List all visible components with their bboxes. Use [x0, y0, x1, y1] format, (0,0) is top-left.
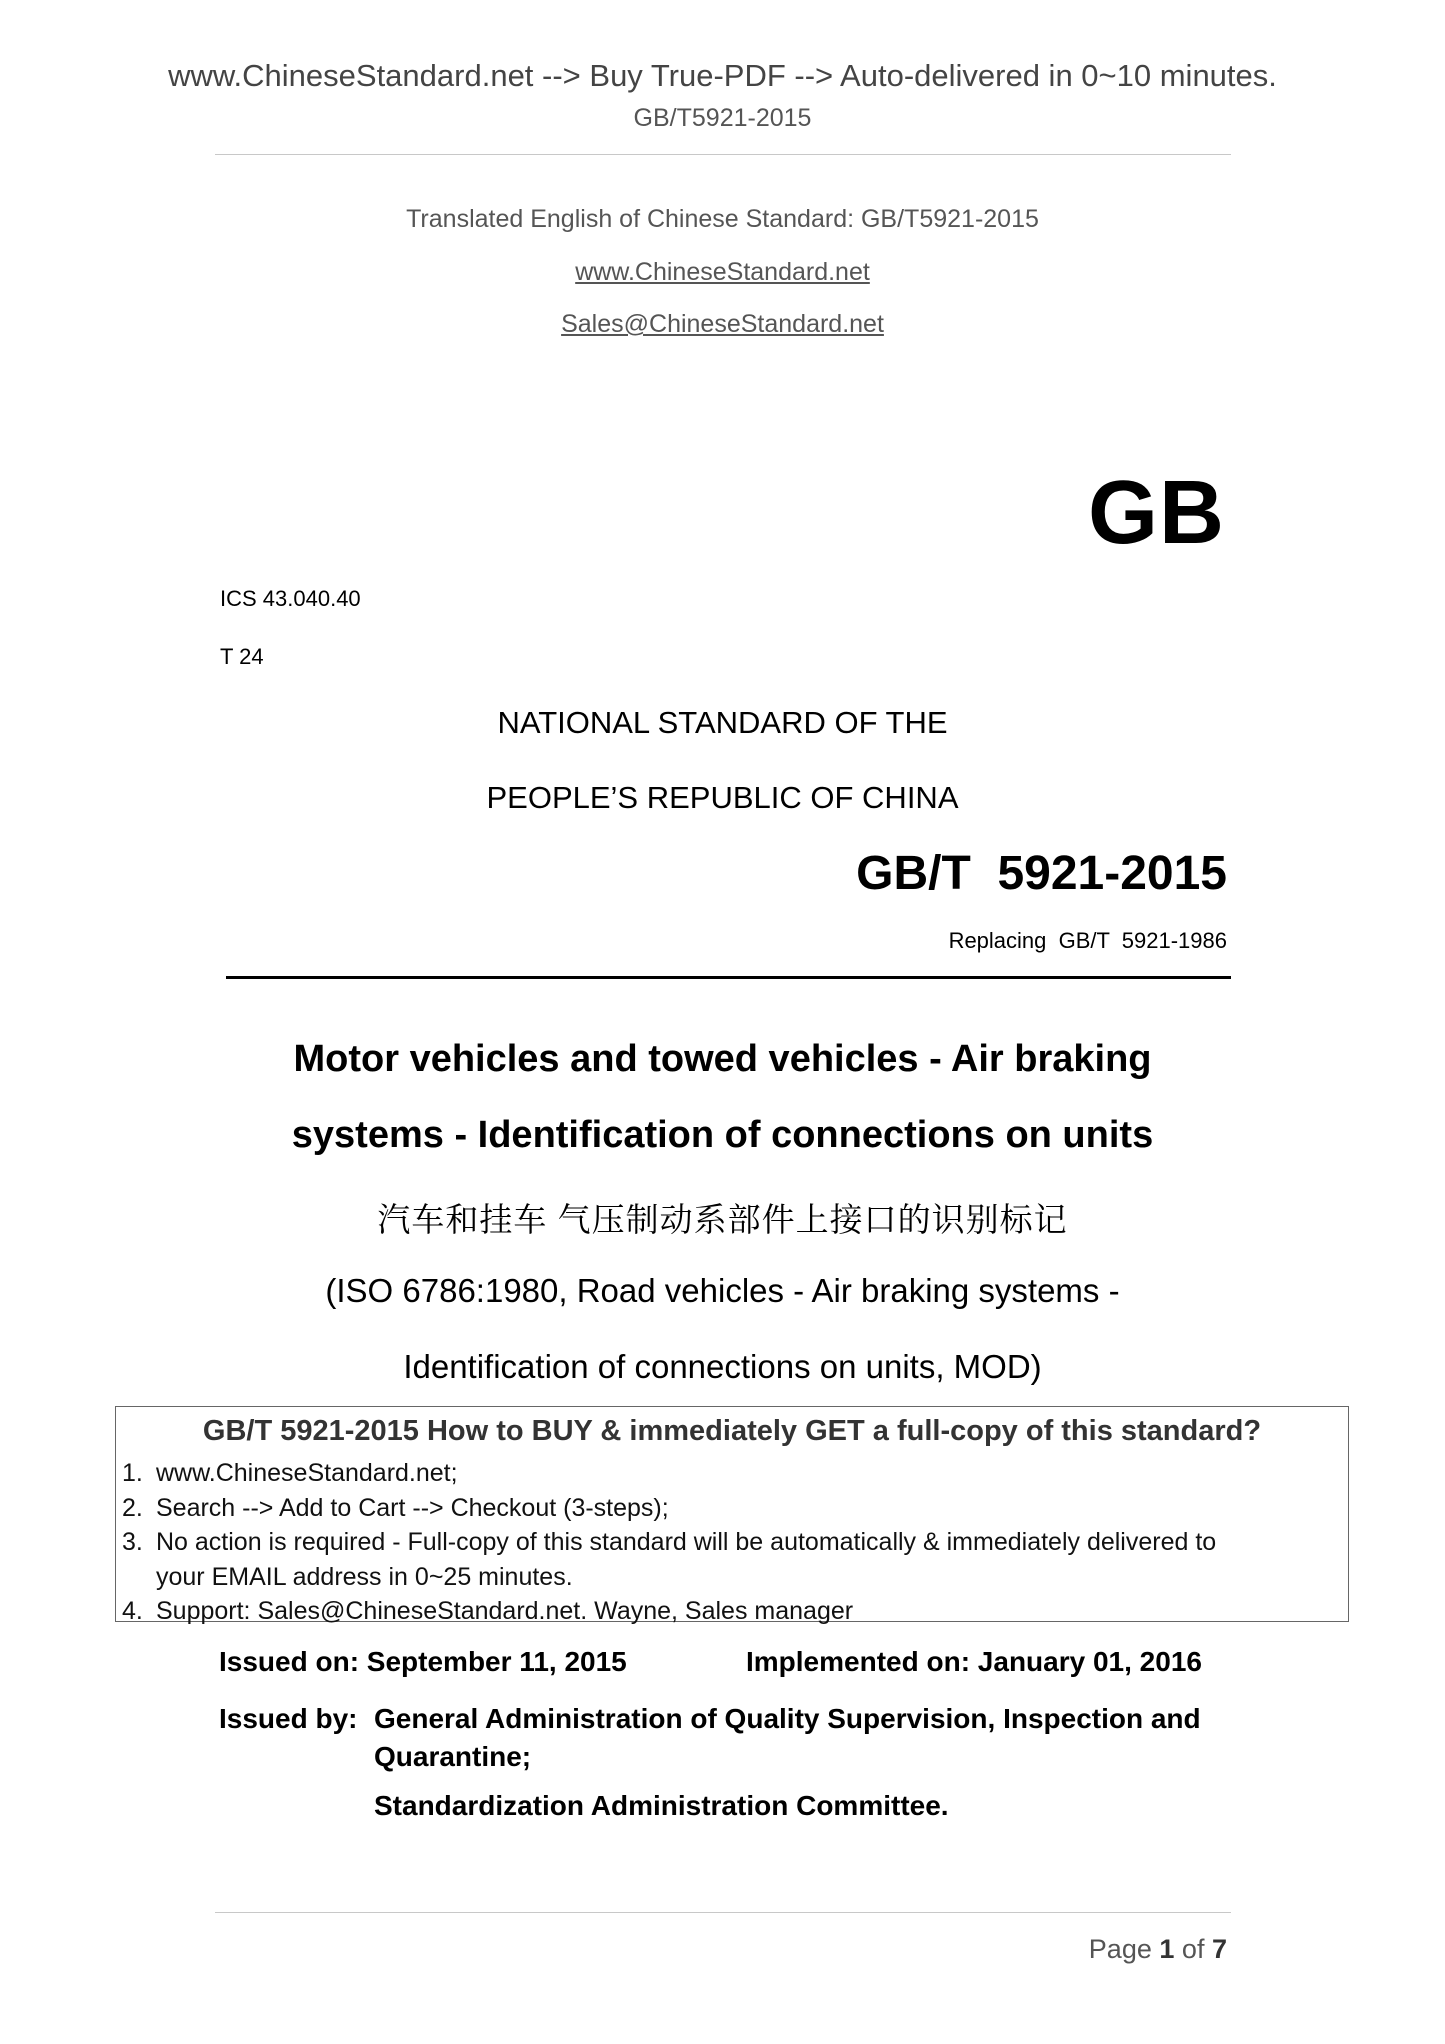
header-standard-code: GB/T5921-2015	[633, 104, 812, 132]
purchase-step	[122, 1494, 669, 1523]
footer-divider	[215, 1912, 1231, 1913]
email-link[interactable]: Sales@ChineseStandard.net	[561, 310, 884, 338]
document-title-line1: Motor vehicles and towed vehicles - Air braking	[293, 1038, 1152, 1080]
step-text: www.ChineseStandard.net;	[156, 1459, 458, 1487]
national-standard-line2: PEOPLE’S REPUBLIC OF CHINA	[486, 780, 959, 815]
issued-on-date: Issued on: September 11, 2015	[219, 1646, 627, 1677]
translation-title: Translated English of Chinese Standard: GB/T5921-2015	[406, 205, 1039, 233]
step-text: Search --> Add to Cart --> Checkout (3-steps);	[156, 1494, 669, 1522]
header-divider	[215, 154, 1231, 155]
purchase-box-title: GB/T 5921-2015 How to BUY & immediately GET a full-copy of this standard?	[202, 1415, 1262, 1447]
website-link[interactable]: www.ChineseStandard.net	[575, 258, 870, 286]
purchase-step	[122, 1459, 458, 1488]
step-number: 2.	[122, 1494, 143, 1522]
implemented-on-date: Implemented on: January 01, 2016	[746, 1646, 1202, 1677]
iso-reference-line2: Identification of connections on units, MOD)	[403, 1348, 1042, 1385]
page-current: 1	[1159, 1934, 1175, 1964]
step-number: 1.	[122, 1459, 143, 1487]
document-title-chinese: 汽车和挂车 气压制动系部件上接口的识别标记	[377, 1201, 1068, 1238]
page-prefix: Page	[1088, 1934, 1152, 1964]
national-standard-line1: NATIONAL STANDARD OF THE	[497, 705, 948, 740]
replacing-note: Replacing GB/T 5921-1986	[948, 928, 1227, 953]
iso-reference-line1: (ISO 6786:1980, Road vehicles - Air braking systems -	[325, 1272, 1120, 1309]
issuer-line1: General Administration of Quality Supervision, Inspection and	[374, 1703, 1201, 1734]
step-text: Support: Sales@ChineseStandard.net. Wayne, Sales manager	[156, 1597, 854, 1625]
step-number: 3.	[122, 1528, 143, 1556]
page-total: 7	[1211, 1934, 1227, 1964]
purchase-step	[122, 1528, 1216, 1557]
purchase-info-box	[115, 1406, 1349, 1625]
issuer-line3: Standardization Administration Committee.	[374, 1790, 949, 1821]
document-title-line2: systems - Identification of connections on units	[291, 1114, 1154, 1156]
purchase-step-continuation: your EMAIL address in 0~25 minutes.	[156, 1563, 573, 1591]
standard-number: GB/T 5921-2015	[856, 847, 1227, 900]
issued-by-label: Issued by:	[219, 1703, 358, 1734]
page-number	[1089, 1934, 1227, 1965]
page-of: of	[1181, 1934, 1205, 1964]
title-divider	[226, 976, 1231, 979]
category-code: T 24	[220, 644, 264, 669]
issuer-line2: Quarantine;	[374, 1741, 532, 1772]
step-number: 4.	[122, 1597, 143, 1625]
step-text: No action is required - Full-copy of this standard will be automatically & immediately delivered to	[156, 1528, 1217, 1556]
purchase-step	[122, 1597, 853, 1626]
ics-code: ICS 43.040.40	[220, 586, 361, 611]
header-url-banner: www.ChineseStandard.net --> Buy True-PDF --> Auto-delivered in 0~10 minutes.	[168, 58, 1277, 93]
gb-logo: GB	[1088, 463, 1225, 563]
